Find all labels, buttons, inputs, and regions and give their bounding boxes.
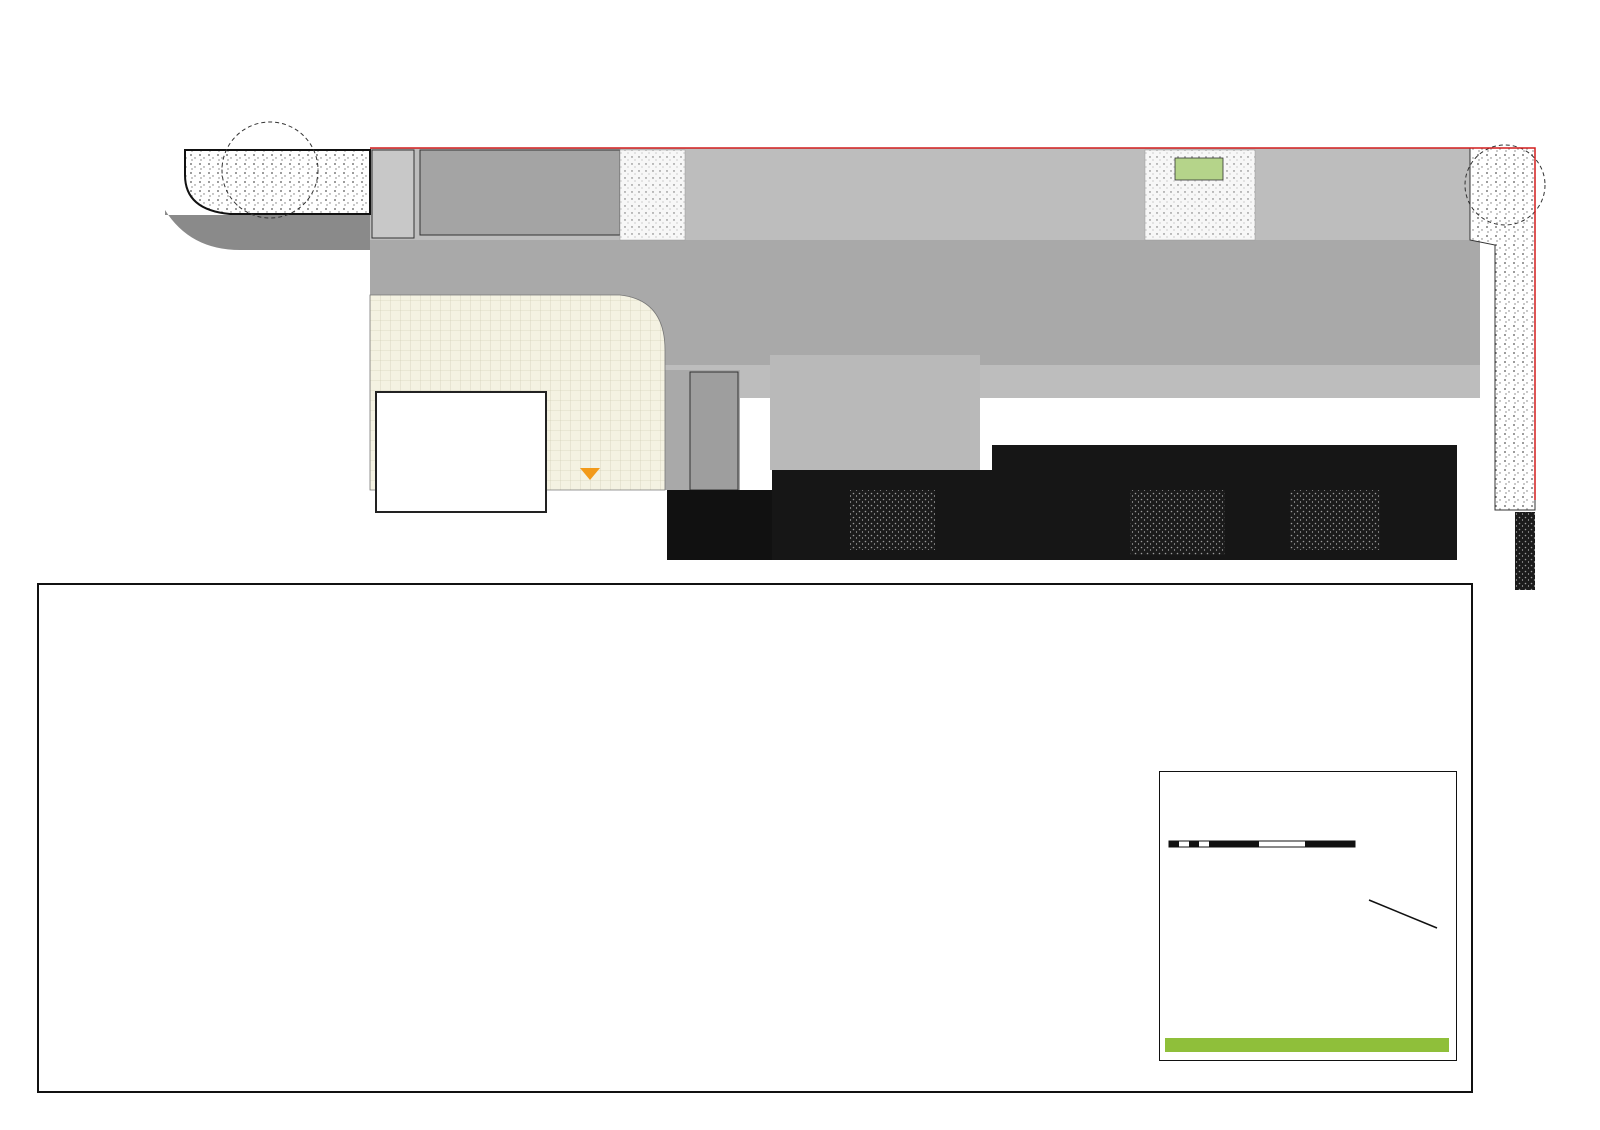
entrance-building [376, 392, 546, 512]
edible-landscaping-logo [1165, 1038, 1449, 1052]
refuse-store [420, 150, 620, 235]
key-panel [37, 583, 1473, 1093]
gravel-strip-left [620, 150, 685, 240]
sub-station [1175, 158, 1223, 180]
north-arrow [1355, 884, 1445, 934]
south-east-retaining-wall [1515, 512, 1535, 590]
title-block [1159, 771, 1457, 1061]
cycles-store [372, 150, 414, 238]
drop-off-zone [690, 372, 738, 490]
scale-bar [1165, 825, 1375, 863]
south-west-border-bed [185, 150, 370, 214]
